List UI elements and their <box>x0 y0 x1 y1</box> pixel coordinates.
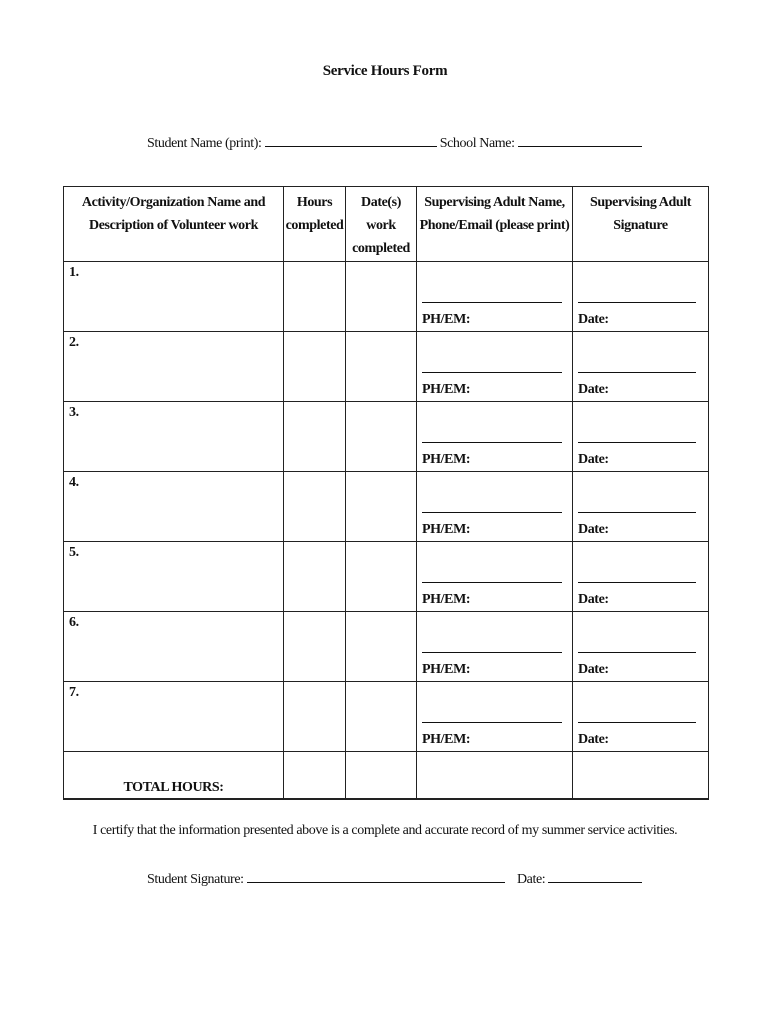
activity-cell[interactable] <box>64 682 284 752</box>
supervisor-signature-line[interactable] <box>578 372 696 373</box>
dates-cell[interactable] <box>346 542 417 612</box>
phone-email-label: PH/EM: <box>422 732 471 747</box>
supervisor-name-line[interactable] <box>422 512 562 513</box>
signature-cell[interactable] <box>573 542 709 612</box>
hours-cell[interactable] <box>284 542 346 612</box>
signature-date-label: Date: <box>516 872 546 887</box>
signature-cell[interactable] <box>573 332 709 402</box>
table-row <box>64 542 709 612</box>
supervisor-cell[interactable] <box>417 402 573 472</box>
table-header-row <box>64 187 709 262</box>
activity-cell[interactable] <box>64 612 284 682</box>
row-number: 5. <box>69 545 79 560</box>
table-row <box>64 682 709 752</box>
form-title: Service Hours Form <box>322 63 448 79</box>
activity-cell[interactable] <box>64 332 284 402</box>
phone-email-label: PH/EM: <box>422 382 471 397</box>
supervisor-cell[interactable] <box>417 682 573 752</box>
supervisor-signature-line[interactable] <box>578 302 696 303</box>
student-signature-line <box>147 869 642 888</box>
activity-cell[interactable] <box>64 402 284 472</box>
student-name-field[interactable] <box>265 133 437 147</box>
supervisor-cell[interactable] <box>417 542 573 612</box>
supervisor-name-line[interactable] <box>422 372 562 373</box>
supervisor-name-line[interactable] <box>422 652 562 653</box>
phone-email-label: PH/EM: <box>422 312 471 327</box>
supervisor-signature-line[interactable] <box>578 652 696 653</box>
student-name-label: Student Name (print): <box>147 136 262 151</box>
supervisor-date-label: Date: <box>578 522 609 537</box>
supervisor-cell[interactable] <box>417 262 573 332</box>
table-row <box>64 402 709 472</box>
dates-cell[interactable] <box>346 402 417 472</box>
certification-statement: I certify that the information presented above is a complete and accurate record of my summer service activities. <box>92 823 678 838</box>
column-header-activity: Activity/Organization Name and Description of Volunteer work <box>64 187 284 262</box>
column-header-supervisor: Supervising Adult Name, Phone/Email (please print) <box>417 187 573 262</box>
column-header-dates: Date(s) work completed <box>346 187 417 262</box>
signature-date-field[interactable] <box>548 869 642 883</box>
signature-cell[interactable] <box>573 472 709 542</box>
supervisor-name-line[interactable] <box>422 442 562 443</box>
column-header-signature: Supervising Adult Signature <box>573 187 709 262</box>
column-header-hours: Hours completed <box>284 187 346 262</box>
table-row <box>64 332 709 402</box>
service-hours-table <box>63 186 709 800</box>
phone-email-label: PH/EM: <box>422 452 471 467</box>
student-info-line <box>147 133 642 152</box>
activity-cell[interactable] <box>64 472 284 542</box>
row-number: 6. <box>69 615 79 630</box>
dates-cell[interactable] <box>346 682 417 752</box>
phone-email-label: PH/EM: <box>422 662 471 677</box>
student-signature-field[interactable] <box>247 869 505 883</box>
signature-cell[interactable] <box>573 402 709 472</box>
school-name-label: School Name: <box>439 136 515 151</box>
supervisor-name-line[interactable] <box>422 722 562 723</box>
total-hours-cell[interactable] <box>284 752 346 800</box>
supervisor-date-label: Date: <box>578 312 609 327</box>
school-name-field[interactable] <box>518 133 642 147</box>
supervisor-name-line[interactable] <box>422 302 562 303</box>
row-number: 3. <box>69 405 79 420</box>
dates-cell[interactable] <box>346 612 417 682</box>
hours-cell[interactable] <box>284 682 346 752</box>
hours-cell[interactable] <box>284 332 346 402</box>
row-number: 2. <box>69 335 79 350</box>
row-number: 7. <box>69 685 79 700</box>
supervisor-date-label: Date: <box>578 452 609 467</box>
supervisor-cell[interactable] <box>417 612 573 682</box>
supervisor-date-label: Date: <box>578 732 609 747</box>
total-supervisor-cell <box>417 752 573 800</box>
hours-cell[interactable] <box>284 612 346 682</box>
supervisor-date-label: Date: <box>578 592 609 607</box>
row-number: 1. <box>69 265 79 280</box>
activity-cell[interactable] <box>64 542 284 612</box>
row-number: 4. <box>69 475 79 490</box>
signature-cell[interactable] <box>573 612 709 682</box>
total-label-cell <box>64 752 284 800</box>
hours-cell[interactable] <box>284 402 346 472</box>
supervisor-signature-line[interactable] <box>578 512 696 513</box>
supervisor-signature-line[interactable] <box>578 722 696 723</box>
supervisor-cell[interactable] <box>417 332 573 402</box>
hours-cell[interactable] <box>284 262 346 332</box>
phone-email-label: PH/EM: <box>422 522 471 537</box>
total-hours-label: TOTAL HOURS: <box>123 780 224 795</box>
phone-email-label: PH/EM: <box>422 592 471 607</box>
supervisor-date-label: Date: <box>578 382 609 397</box>
hours-cell[interactable] <box>284 472 346 542</box>
activity-cell[interactable] <box>64 262 284 332</box>
dates-cell[interactable] <box>346 332 417 402</box>
dates-cell[interactable] <box>346 472 417 542</box>
signature-cell[interactable] <box>573 682 709 752</box>
supervisor-date-label: Date: <box>578 662 609 677</box>
signature-cell[interactable] <box>573 262 709 332</box>
total-dates-cell <box>346 752 417 800</box>
supervisor-cell[interactable] <box>417 472 573 542</box>
table-row <box>64 472 709 542</box>
table-row <box>64 262 709 332</box>
student-signature-label: Student Signature: <box>147 872 244 887</box>
total-row <box>64 752 709 800</box>
total-signature-cell <box>573 752 709 800</box>
supervisor-name-line[interactable] <box>422 582 562 583</box>
table-row <box>64 612 709 682</box>
dates-cell[interactable] <box>346 262 417 332</box>
supervisor-signature-line[interactable] <box>578 442 696 443</box>
supervisor-signature-line[interactable] <box>578 582 696 583</box>
